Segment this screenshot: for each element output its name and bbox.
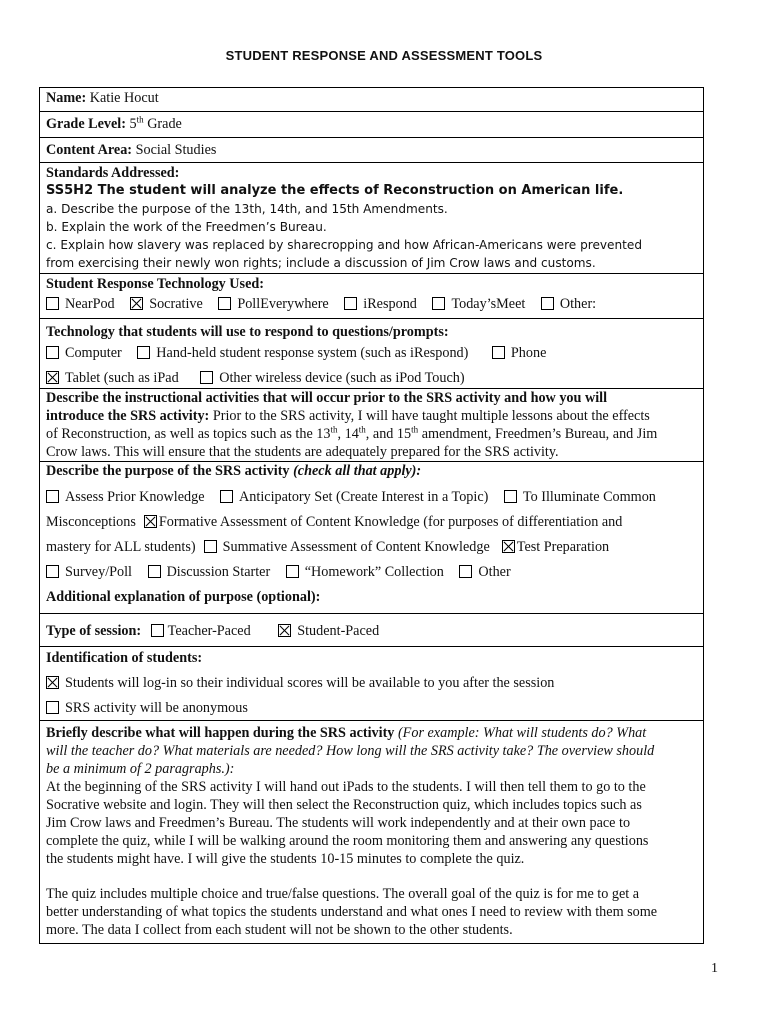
option-irespond[interactable]: iRespond	[344, 295, 417, 313]
document-title: STUDENT RESPONSE AND ASSESSMENT TOOLS	[225, 48, 543, 63]
checkbox-other[interactable]	[541, 297, 554, 310]
instructional-text-2: Prior to the SRS activity, I will have taught multiple lessons about the effects	[209, 408, 650, 424]
option-phone[interactable]: Phone	[492, 344, 546, 362]
checkbox-polleverywhere[interactable]	[218, 297, 231, 310]
checkbox-assess[interactable]	[46, 490, 59, 503]
option-computer[interactable]: Computer	[46, 344, 122, 362]
content-area-label: Content Area:	[46, 142, 133, 158]
checkbox-handheld[interactable]	[137, 346, 150, 359]
standard-a: a. Describe the purpose of the 13th, 14th, and 15th Amendments.	[46, 202, 448, 216]
grade-suffix: Grade	[147, 116, 182, 132]
option-anonymous[interactable]: SRS activity will be anonymous	[46, 699, 248, 717]
option-nearpod[interactable]: NearPod	[46, 295, 115, 313]
instructional-heading-2: introduce the SRS activity:	[46, 408, 210, 424]
srs-form	[39, 87, 704, 944]
describe-row	[40, 721, 703, 943]
option-anticipatory[interactable]: Anticipatory Set (Create Interest in a Topic)	[220, 488, 488, 506]
paragraph-2-line: The quiz includes multiple choice and true/false questions. The overall goal of the quiz is for me to get a	[46, 886, 640, 902]
checkbox-formative[interactable]	[144, 515, 157, 528]
instructional-text-3d: amendment, Freedmen’s Bureau, and Jim	[418, 426, 658, 442]
sup-13th: th	[330, 424, 338, 435]
checkbox-nearpod[interactable]	[46, 297, 59, 310]
option-student-paced[interactable]: Student-Paced	[278, 622, 379, 640]
option-handheld[interactable]: Hand-held student response system (such as iRespond)	[137, 344, 468, 362]
option-polleverywhere[interactable]: PollEverywhere	[218, 295, 328, 313]
instructional-text-3b: , 14	[337, 426, 359, 442]
identification-label: Identification of students:	[46, 650, 203, 666]
describe-example-1: (For example: What will students do? What	[394, 725, 647, 741]
grade-label: Grade Level:	[46, 116, 126, 132]
tech-used-row	[40, 274, 703, 319]
option-wireless[interactable]: Other wireless device (such as iPod Touch)	[200, 369, 464, 387]
standards-row	[40, 163, 703, 274]
name-row	[40, 88, 703, 112]
purpose-label: Describe the purpose of the SRS activity	[46, 463, 290, 479]
paragraph-1-line: Socrative website and login. They will then select the Reconstruction quiz, which includes topics such as	[46, 797, 642, 813]
mastery-text: mastery for ALL students)	[46, 539, 196, 555]
instructional-text-3c: , and 15	[365, 426, 412, 442]
option-teacher-paced[interactable]: Teacher-Paced	[151, 622, 251, 640]
paragraph-2-line: more. The data I collect from each student will not be shown to the other students.	[46, 922, 513, 938]
checkbox-student-paced[interactable]	[278, 624, 291, 637]
instructional-text-4: Crow laws. This will ensure that the students are adequately prepared for the SRS activity.	[46, 444, 559, 460]
grade-value: 5	[129, 116, 137, 132]
option-todaysmeet[interactable]: Today’sMeet	[432, 295, 525, 313]
standard-b: b. Explain the work of the Freedmen’s Bureau.	[46, 220, 327, 234]
standard-c2: from exercising their newly won rights; include a discussion of Jim Crow laws and customs.	[46, 256, 596, 270]
describe-label: Briefly describe what will happen during the SRS activity	[46, 725, 395, 741]
instructional-heading: Describe the instructional activities that will occur prior to the SRS activity and how you will	[46, 390, 608, 406]
option-assess[interactable]: Assess Prior Knowledge	[46, 488, 205, 506]
paragraph-1-line: At the beginning of the SRS activity I will hand out iPads to the students. I will then tell them to go to the	[46, 779, 646, 795]
grade-row	[40, 112, 703, 138]
option-formative[interactable]: Formative Assessment of Content Knowledge (for purposes of differentiation and	[144, 513, 623, 531]
option-survey[interactable]: Survey/Poll	[46, 563, 132, 581]
respond-tech-row	[40, 319, 703, 389]
option-illuminate[interactable]: To Illuminate Common	[504, 488, 656, 506]
option-login[interactable]: Students will log-in so their individual scores will be available to you after the session	[46, 674, 554, 692]
checkbox-login[interactable]	[46, 676, 59, 689]
respond-tech-label: Technology that students will use to respond to questions/prompts:	[46, 324, 449, 340]
paragraph-2-line: better understanding of what topics the students understand and what ones I need to review with them some	[46, 904, 658, 920]
paragraph-1-line: complete the quiz, while I will be walking around the room monitoring them and answering any questions	[46, 833, 649, 849]
additional-explanation-label: Additional explanation of purpose (optional):	[46, 589, 321, 605]
misconceptions-text: Misconceptions	[46, 514, 136, 530]
standards-heading: SS5H2 The student will analyze the effects of Reconstruction on American life.	[46, 183, 624, 198]
checkbox-computer[interactable]	[46, 346, 59, 359]
tech-used-label: Student Response Technology Used:	[46, 276, 264, 292]
checkbox-phone[interactable]	[492, 346, 505, 359]
name-value: Katie Hocut	[89, 90, 159, 106]
describe-example-2: will the teacher do? What materials are needed? How long will the SRS activity take? The overview should	[46, 743, 655, 759]
identification-row	[40, 647, 703, 721]
checkbox-illuminate[interactable]	[504, 490, 517, 503]
option-homework[interactable]: “Homework” Collection	[286, 563, 444, 581]
option-discussion[interactable]: Discussion Starter	[148, 563, 271, 581]
instructional-text-3a: of Reconstruction, as well as topics such as the 13	[46, 426, 331, 442]
describe-example-3: be a minimum of 2 paragraphs.):	[46, 761, 235, 777]
session-row	[40, 614, 703, 647]
instructional-row	[40, 389, 703, 462]
checkbox-purpose-other[interactable]	[459, 565, 472, 578]
option-purpose-other[interactable]: Other	[459, 563, 510, 581]
content-area-value: Social Studies	[135, 142, 217, 158]
purpose-label-italic: (check all that apply):	[293, 463, 422, 479]
content-area-row	[40, 138, 703, 163]
checkbox-anticipatory[interactable]	[220, 490, 233, 503]
paragraph-1-line: Jim Crow laws and Freedmen’s Bureau. The students will work independently and at their own pace to	[46, 815, 631, 831]
checkbox-todaysmeet[interactable]	[432, 297, 445, 310]
checkbox-anonymous[interactable]	[46, 701, 59, 714]
checkbox-summative[interactable]	[204, 540, 217, 553]
checkbox-irespond[interactable]	[344, 297, 357, 310]
option-socrative[interactable]: Socrative	[130, 295, 203, 313]
purpose-row	[40, 462, 703, 614]
checkbox-teacher-paced[interactable]	[151, 624, 164, 637]
checkbox-socrative[interactable]	[130, 297, 143, 310]
option-other[interactable]: Other:	[541, 295, 596, 313]
checkbox-homework[interactable]	[286, 565, 299, 578]
page-number: 1	[711, 961, 718, 976]
paragraph-1-line: the students might have. I will give the students 10-15 minutes to complete the quiz.	[46, 851, 525, 867]
checkbox-tablet[interactable]	[46, 371, 59, 384]
checkbox-discussion[interactable]	[148, 565, 161, 578]
option-summative[interactable]: Summative Assessment of Content Knowledge	[204, 538, 490, 556]
sup-14th: th	[358, 424, 366, 435]
grade-sup: th	[136, 114, 144, 125]
option-tablet[interactable]: Tablet (such as iPad	[46, 369, 179, 387]
checkbox-testprep[interactable]	[502, 540, 515, 553]
option-testprep[interactable]: Test Preparation	[502, 538, 609, 556]
sup-15th: th	[411, 424, 419, 435]
name-label: Name:	[46, 90, 87, 106]
standards-label: Standards Addressed:	[46, 165, 180, 181]
standard-c1: c. Explain how slavery was replaced by sharecropping and how African-Americans were prevented	[46, 238, 643, 252]
checkbox-survey[interactable]	[46, 565, 59, 578]
session-label: Type of session:	[46, 623, 142, 639]
checkbox-wireless[interactable]	[200, 371, 213, 384]
